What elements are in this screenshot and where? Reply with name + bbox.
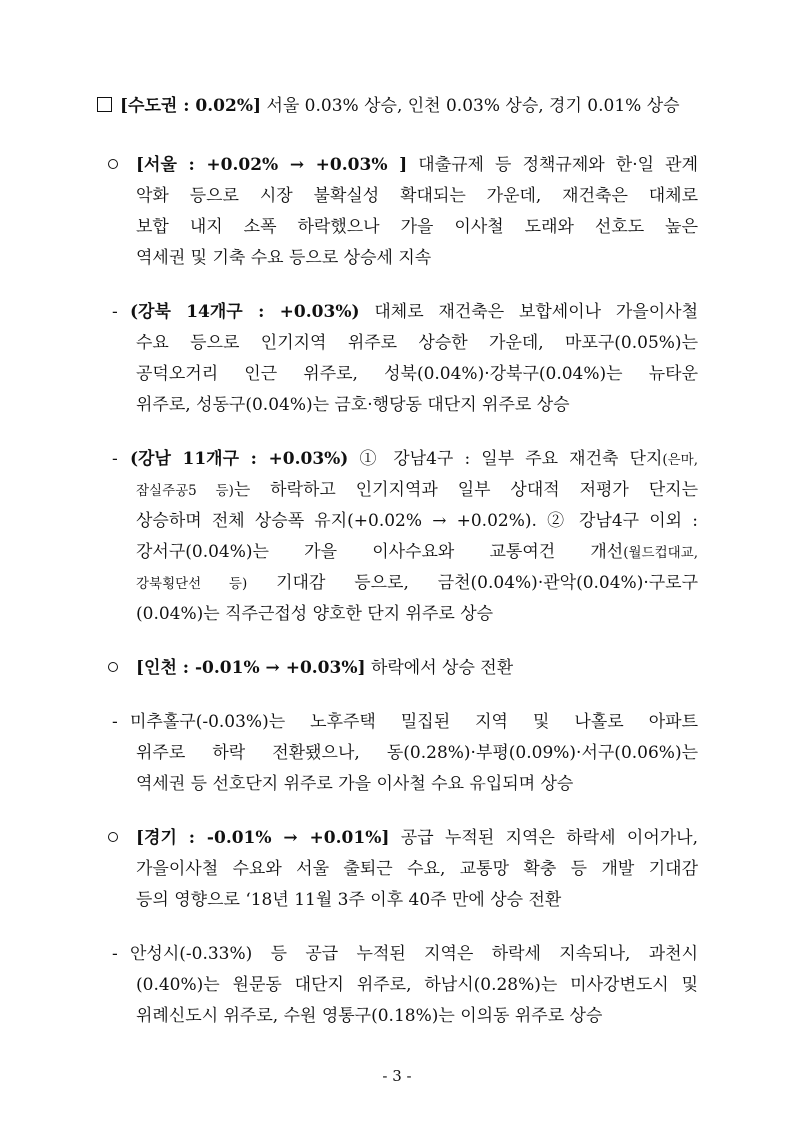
dash-marker: - [112,712,118,732]
square-bullet-icon [97,97,112,112]
seoul-line-3: 보합 내지 소폭 하락했으나 가을 이사철 도래와 선호도 높은 [136,217,698,237]
seoul-line-4: 역세권 및 기축 수요 등으로 상승세 지속 [136,248,432,268]
dash-marker: - [112,944,118,964]
gangnam-note: 강북횡단선 등) [136,576,248,592]
gangnam-line-6: (0.04%)는 직주근접성 양호한 단지 위주로 상승 [136,604,494,624]
gangbuk-line-4: 위주로, 성동구(0.04%)는 금호·행당동 대단지 위주로 상승 [136,395,570,415]
seoul-text: 대출규제 등 정책규제와 한·일 관계 [418,155,698,175]
gangnam-line-1 [112,447,698,472]
incheon-detail-3: 역세권 등 선호단지 위주로 가을 이사철 수요 유입되며 상승 [136,774,574,794]
gangbuk-line-3: 공덕오거리 인근 위주로, 성북(0.04%)·강북구(0.04%)는 뉴타운 [136,364,698,384]
page-number: - 3 - [382,1067,412,1085]
gangnam-text: 기대감 등으로, 금천(0.04%)·관악(0.04%)·구로구 [276,573,699,593]
incheon-label: [인천 : -0.01% → +0.03%] [136,658,366,678]
gyeonggi-detail-3: 위례신도시 위주로, 수원 영통구(0.18%)는 이의동 위주로 상승 [136,1006,603,1026]
gyeonggi-detail-text: 안성시(-0.33%) 등 공급 누적된 지역은 하락세 지속되나, 과천시 [130,944,698,964]
incheon-line-1 [108,656,698,680]
gangbuk-label: (강북 14개구 : +0.03%) [130,302,360,322]
section-heading [97,94,697,118]
gyeonggi-text: 공급 누적된 지역은 하락세 이어가나, [400,828,698,848]
circle-bullet-icon [108,832,118,842]
gyeonggi-line-2: 가을이사철 수요와 서울 출퇴근 수요, 교통망 확충 등 개발 기대감 [136,859,698,879]
gyeonggi-detail-2: (0.40%)는 원문동 대단지 위주로, 하남시(0.28%)는 미사강변도시 및 [136,975,698,995]
incheon-detail-text: 미추홀구(-0.03%)는 노후주택 밀집된 지역 및 나홀로 아파트 [130,712,698,732]
gangnam-text: 는 하락하고 인기지역과 일부 상대적 저평가 단지는 [233,480,698,500]
gangbuk-line-2: 수요 등으로 인기지역 위주로 상승한 가운데, 마포구(0.05%)는 [136,333,698,353]
incheon-text: 하락에서 상승 전환 [370,658,514,678]
incheon-detail-1 [112,710,698,734]
dash-marker: - [112,302,118,322]
gyeonggi-detail-1 [112,942,698,966]
gangnam-label: (강남 11개구 : +0.03%) [130,449,349,469]
gangnam-note: (월드컵대교, [623,545,698,561]
gyeonggi-line-1 [108,826,698,850]
heading-text: 서울 0.03% 상승, 인천 0.03% 상승, 경기 0.01% 상승 [266,96,680,116]
gangnam-line-2 [136,478,698,503]
gangnam-line-4 [136,540,698,565]
gangnam-note: (은마, [662,452,699,468]
dash-marker: - [112,449,118,469]
gangnam-line-5 [136,571,698,596]
gangnam-text: ① 강남4구 : 일부 주요 재건축 단지 [359,449,663,469]
gangnam-text: 강서구(0.04%)는 가을 이사수요와 교통여건 개선 [136,542,624,562]
gyeonggi-line-3: 등의 영향으로 ‘18년 11월 3주 이후 40주 만에 상승 전환 [136,890,562,910]
incheon-detail-2: 위주로 하락 전환됐으나, 동(0.28%)·부평(0.09%)·서구(0.06%)는 [136,743,698,763]
circle-bullet-icon [108,159,118,169]
gyeonggi-label: [경기 : -0.01% → +0.01%] [136,828,390,848]
gangnam-line-3: 상승하며 전체 상승폭 유지(+0.02% → +0.02%). ② 강남4구 이외 : [136,511,698,531]
heading-label: [수도권 : 0.02%] [120,96,262,116]
gangbuk-text: 대체로 재건축은 보합세이나 가을이사철 [374,302,699,322]
seoul-line-2: 악화 등으로 시장 불확실성 확대되는 가운데, 재건축은 대체로 [136,186,698,206]
gangbuk-line-1 [112,300,698,324]
seoul-label: [서울 : +0.02% → +0.03% ] [136,155,408,175]
circle-bullet-icon [108,662,118,672]
gangnam-note: 잠실주공5 등) [136,483,234,499]
seoul-line-1 [108,153,698,177]
